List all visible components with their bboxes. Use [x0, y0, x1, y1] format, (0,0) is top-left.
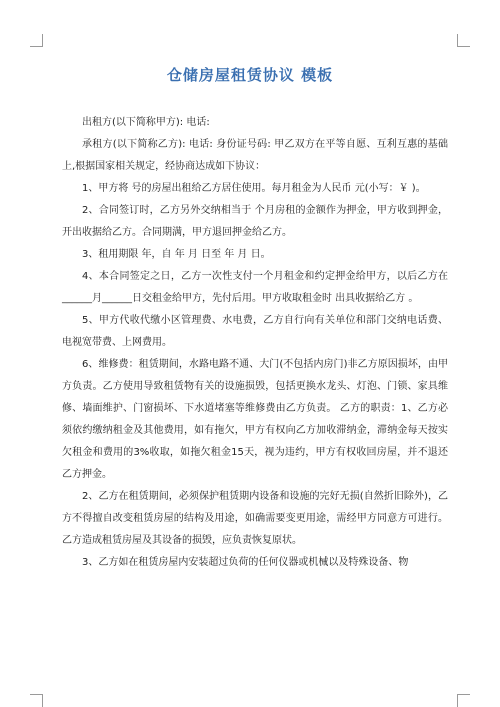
paragraph-clause-2: 2、合同签订时，乙方另外交纳相当于 个月房租的金额作为押金，甲方收到押金，开出收据给乙方。合同期满，甲方退回押金给乙方。 — [62, 205, 448, 238]
document-title: 仓储房屋租赁协议 模板 — [166, 66, 334, 84]
paragraph-clause-5: 5、甲方代收代缴小区管理费、水电费，乙方自行向有关单位和部门交纳电话费、电视宽带费、上网费用。 — [62, 315, 448, 348]
paragraph-clause-3: 3、租用期限 年，自 年 月 日至 年 月 日。 — [82, 249, 271, 260]
paragraph-duty-3: 3、乙方如在租赁房屋内安装超过负荷的任何仪器或机械以及特殊设备、物 — [82, 557, 409, 568]
paragraph-lessor: 出租方(以下简称甲方): 电话: — [82, 117, 210, 128]
document-body — [62, 112, 448, 574]
crop-mark-bottom-right — [457, 694, 470, 707]
crop-mark-top-right — [457, 34, 470, 47]
paragraph-duty-2: 2、乙方在租赁期间，必须保护租赁期内设备和设施的完好无损(自然折旧除外)，乙方不得擅自改变租赁房屋的结构及用途，如确需要变更用途，需经甲方同意方可进行。乙方造成租赁房屋及其设备的损毁，应负责恢复原状。 — [62, 491, 448, 546]
paragraph-clause-4: 4、本合同签定之日，乙方一次性支付一个月租金和约定押金给甲方，以后乙方在______月______日交租金给甲方，先付后用。甲方收取租金时 出具收据给乙方 。 — [62, 271, 448, 304]
paragraph-clause-1: 1、甲方将 号的房屋出租给乙方居住使用。每月租金为人民币 元(小写：￥ )。 — [82, 183, 426, 194]
crop-mark-bottom-left — [30, 694, 43, 707]
paragraph-lessee: 承租方(以下简称乙方): 电话: 身份证号码: 甲乙双方在平等自愿、互利互惠的基础上,根据国家相关规定，经协商达成如下协议： — [62, 139, 448, 172]
paragraph-clause-6: 6、维修费：租赁期间，水路电路不通、大门(不包括内房门)非乙方原因损坏，由甲方负责。乙方使用导致租赁物有关的设施损毁，包括更换水龙头、灯泡、门锁、家具维修、墙面维护、门窗损坏、下水道堵塞等维修费由乙方负责。 乙方的职责：1、乙方必须依约缴纳租金及其他费用，如有拖欠，甲方有权向乙方加收滞纳金，滞纳金每天按实欠租金和费用的3%收取，如拖欠租金15天，视为违约，甲方有权收回房屋，并不退还乙方押金。 — [62, 359, 448, 480]
crop-mark-top-left — [30, 34, 43, 47]
